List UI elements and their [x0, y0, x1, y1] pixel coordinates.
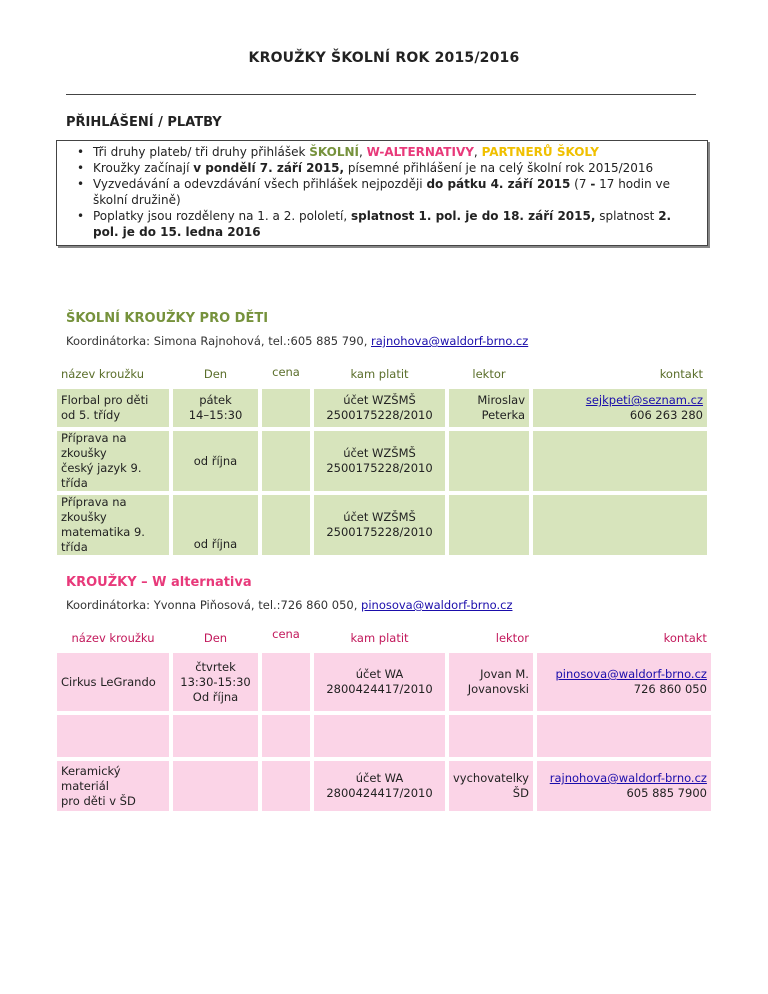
text: 13:30-15:30	[180, 674, 251, 689]
col-header-lektor: lektor	[495, 630, 529, 645]
cell-platit	[314, 495, 445, 555]
cell-cena	[262, 389, 310, 427]
col-header-platit: kam platit	[350, 630, 409, 645]
table-row	[57, 431, 707, 491]
contact-email-link[interactable]: sejkpeti@seznam.cz	[585, 393, 703, 407]
cell-den	[173, 761, 258, 811]
text: 605 885 7900	[626, 786, 707, 800]
section-heading-skolni: ŠKOLNÍ KROUŽKY PRO DĚTI	[66, 311, 269, 326]
col-header-nazev: název kroužku	[61, 366, 144, 381]
list-item	[77, 208, 699, 240]
text: 606 263 280	[629, 408, 703, 422]
cell-kontakt	[537, 761, 711, 811]
text: Příprava na zkoušky	[61, 495, 127, 524]
text: účet WZŠMŠ	[343, 446, 416, 460]
text: (7	[570, 177, 591, 191]
col-header-den: Den	[203, 630, 228, 645]
info-box	[56, 140, 708, 246]
text: účet WZŠMŠ	[343, 510, 416, 524]
col-header-lektor: lektor	[472, 366, 506, 381]
label-walt: W-ALTERNATIVY	[366, 145, 474, 159]
text: 17 hodin ve školní družině)	[93, 177, 670, 207]
text: od října	[193, 537, 238, 551]
cell-lektor	[449, 431, 529, 491]
coordinator-text: Koordinátorka: Simona Rajnohová, tel.:605 885 790,	[66, 334, 372, 348]
text: Tři druhy plateb/ tři druhy přihlášek	[93, 145, 310, 159]
col-header-cena: cena	[272, 627, 300, 641]
cell-nazev	[57, 431, 169, 491]
cell-lektor	[449, 653, 533, 711]
text: Od října	[192, 689, 239, 704]
info-list	[77, 144, 699, 240]
text: pro děti v ŠD	[61, 793, 136, 808]
coordinator-text: Koordinátorka: Yvonna Piňosová, tel.:726 860 050,	[66, 598, 362, 612]
text: Kroužky začínají	[93, 161, 194, 175]
cell-nazev	[57, 389, 169, 427]
cell-kontakt	[533, 389, 707, 427]
cell-lektor	[449, 761, 533, 811]
section-heading-prihlaseni: PŘIHLÁŠENÍ / PLATBY	[66, 115, 222, 130]
text: 2500175228/2010	[326, 525, 433, 539]
text: 2800424417/2010	[326, 682, 433, 696]
cell-den	[173, 653, 258, 711]
cell-cena	[262, 715, 310, 757]
table-row	[57, 495, 707, 555]
cell-lektor	[449, 715, 533, 757]
text: 2500175228/2010	[326, 408, 433, 422]
cell-platit	[314, 431, 445, 491]
coordinator-email-link[interactable]: rajnohova@waldorf-brno.cz	[371, 334, 529, 348]
walt-table	[53, 623, 715, 815]
cell-lektor	[449, 389, 529, 427]
text: písemné přihlášení je na celý školní rok 2015/2016	[344, 161, 654, 175]
cell-platit	[314, 715, 445, 757]
cell-platit	[314, 389, 445, 427]
text: Peterka	[481, 408, 525, 422]
cell-nazev	[57, 761, 169, 811]
cell-den: od října	[173, 431, 258, 491]
text: Miroslav	[477, 393, 525, 407]
table-row	[57, 761, 711, 811]
text-bold: splatnost 1. pol. je do 18. září 2015,	[350, 209, 596, 223]
table-header-row	[57, 627, 711, 649]
title-divider	[66, 94, 696, 95]
table-row	[57, 389, 707, 427]
coordinator-line	[66, 334, 528, 348]
table-header-row	[57, 363, 707, 385]
text: Příprava na zkoušky	[61, 431, 127, 460]
text: pátek	[199, 393, 232, 407]
cell-kontakt	[537, 653, 711, 711]
cell-den	[173, 389, 258, 427]
text: ,	[473, 145, 482, 159]
cell-cena	[262, 761, 310, 811]
cell-platit	[314, 761, 445, 811]
contact-email-link[interactable]: pinosova@waldorf-brno.cz	[555, 667, 707, 681]
text-bold: do pátku 4. září 2015	[426, 177, 571, 191]
text: od 5. třídy	[61, 408, 121, 422]
page-title: KROUŽKY ŠKOLNÍ ROK 2015/2016	[248, 50, 520, 66]
text: splatnost	[595, 209, 659, 223]
text-bold: v pondělí 7. září 2015,	[193, 161, 345, 175]
col-header-nazev: název kroužku	[71, 630, 155, 645]
text-bold: 2. pol. je do 15. ledna 2016	[93, 209, 672, 239]
text: Vyzvedávání a odevzdávání všech přihlášek nejpozději	[93, 177, 427, 191]
contact-email-link[interactable]: rajnohova@waldorf-brno.cz	[549, 771, 707, 785]
table-row	[57, 715, 711, 757]
cell-cena	[262, 431, 310, 491]
col-header-kontakt: kontakt	[663, 630, 707, 645]
cell-cena	[262, 653, 310, 711]
text: 726 860 050	[633, 682, 707, 696]
text: 2500175228/2010	[326, 461, 433, 475]
cell-kontakt	[533, 431, 707, 491]
col-header-den: Den	[203, 366, 228, 381]
text-bold: -	[590, 177, 596, 191]
list-item	[77, 176, 699, 208]
text: 2800424417/2010	[326, 786, 433, 800]
text: čtvrtek	[195, 659, 236, 674]
text: Keramický materiál	[61, 763, 121, 793]
col-header-kontakt: kontakt	[659, 366, 703, 381]
section-heading-walt: KROUŽKY – W alternativa	[66, 575, 252, 590]
text: účet WZŠMŠ	[343, 393, 416, 407]
cell-cena	[262, 495, 310, 555]
text: vychovatelky	[453, 771, 529, 785]
label-skolni: ŠKOLNÍ	[309, 145, 359, 159]
text: Jovan M.	[480, 667, 529, 681]
list-item	[77, 160, 699, 176]
cell-kontakt	[533, 495, 707, 555]
text: český jazyk 9. třída	[61, 461, 142, 490]
text: účet WA	[355, 667, 404, 681]
text: účet WA	[355, 771, 404, 785]
col-header-platit: kam platit	[350, 366, 409, 381]
text: Jovanovski	[467, 682, 529, 696]
cell-den	[173, 715, 258, 757]
cell-lektor	[449, 495, 529, 555]
text: ,	[359, 145, 367, 159]
cell-nazev: Cirkus LeGrando	[57, 653, 169, 711]
text: ŠD	[512, 786, 529, 800]
col-header-cena: cena	[272, 365, 300, 379]
cell-platit	[314, 653, 445, 711]
text: matematika 9. třída	[61, 525, 145, 554]
coordinator-email-link[interactable]: pinosova@waldorf-brno.cz	[361, 598, 513, 612]
cell-nazev	[57, 495, 169, 555]
cell-nazev	[57, 715, 169, 757]
label-partneru: PARTNERŮ ŠKOLY	[481, 145, 599, 159]
table-row	[57, 653, 711, 711]
coordinator-line	[66, 598, 512, 612]
text: Poplatky jsou rozděleny na 1. a 2. pololetí,	[93, 209, 351, 223]
skolni-table	[53, 359, 711, 559]
text: 14–15:30	[188, 408, 243, 422]
cell-kontakt	[537, 715, 711, 757]
cell-den	[173, 495, 258, 555]
list-item	[77, 144, 699, 160]
text: Florbal pro děti	[61, 393, 149, 407]
